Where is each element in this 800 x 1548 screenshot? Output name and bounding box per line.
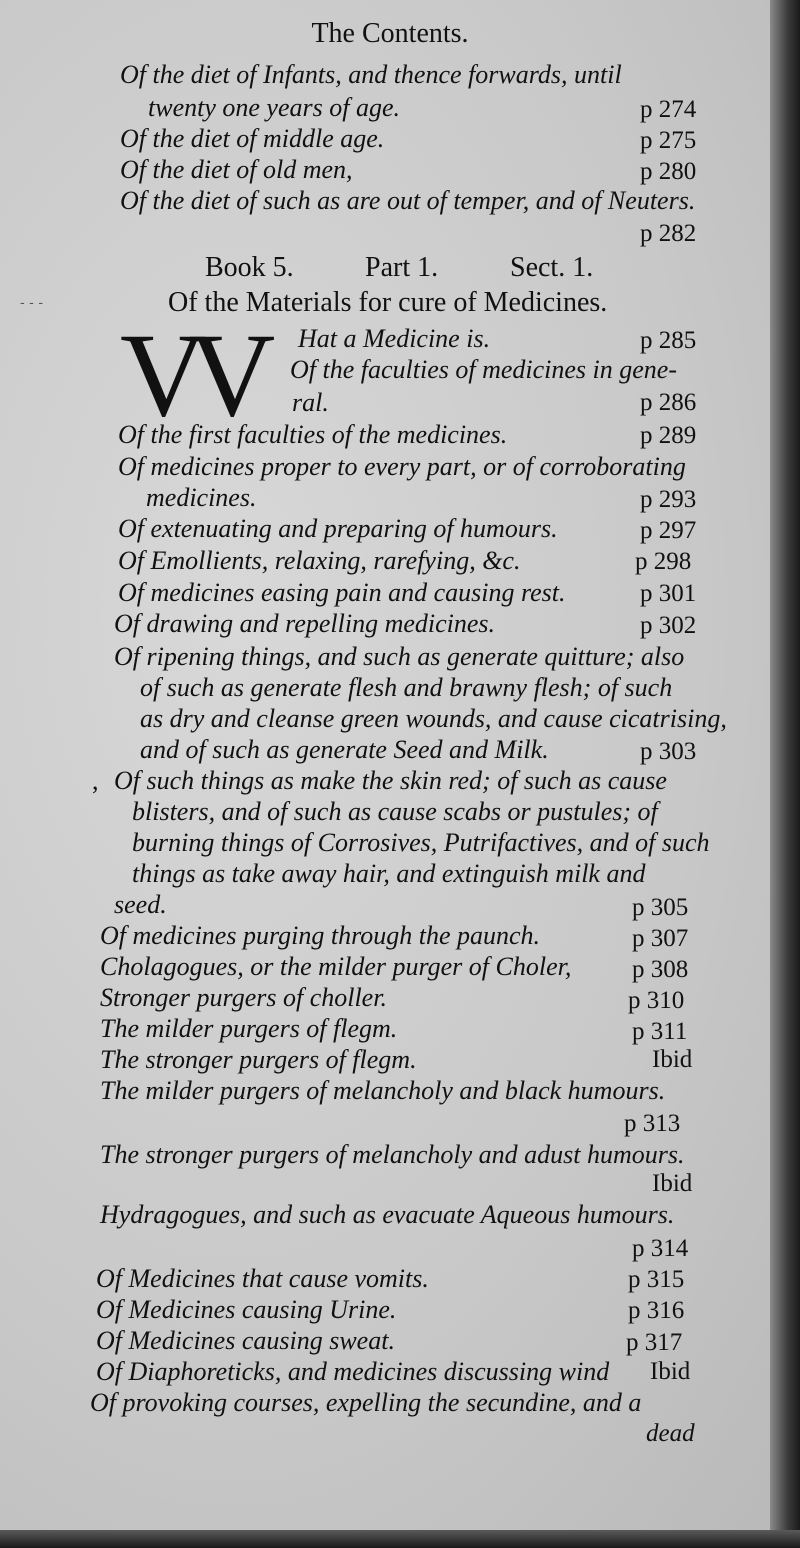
toc-line: Of the diet of Infants, and thence forwards, until	[120, 60, 622, 89]
toc-page-number: p 302	[640, 612, 697, 639]
toc-line: of such as generate flesh and brawny flesh; of such	[140, 673, 673, 702]
toc-page-number: p 303	[640, 738, 697, 765]
toc-line: The milder purgers of melancholy and black humours.	[100, 1076, 666, 1105]
toc-page-number: p 286	[640, 389, 697, 416]
book-label: Book 5.	[205, 252, 294, 283]
toc-page-number: Ibid	[652, 1046, 693, 1073]
toc-line: Hat a Medicine is.	[298, 324, 491, 353]
drop-cap: VV	[120, 308, 258, 441]
toc-line: blisters, and of such as cause scabs or pustules; of	[132, 797, 658, 826]
toc-line: Of Emollients, relaxing, rarefying, &c.	[118, 546, 521, 575]
toc-page-number: p 293	[640, 486, 697, 513]
toc-line: The milder purgers of flegm.	[100, 1014, 398, 1043]
toc-line: Of drawing and repelling medicines.	[114, 609, 496, 638]
toc-line: Of the first faculties of the medicines.	[118, 420, 508, 449]
toc-page-number: p 308	[632, 956, 689, 983]
part-label: Part 1.	[365, 252, 439, 283]
toc-page-number: p 282	[640, 220, 697, 247]
toc-line: Of the diet of old men,	[120, 155, 353, 184]
toc-line: burning things of Corrosives, Putrifactives, and of such	[132, 828, 710, 857]
toc-line: Hydragogues, and such as evacuate Aqueous humours.	[100, 1200, 675, 1229]
toc-page-number: p 285	[640, 327, 697, 354]
toc-line: things as take away hair, and extinguish milk and	[132, 859, 646, 888]
sect-label: Sect. 1.	[510, 252, 594, 283]
toc-line: Of Medicines causing Urine.	[96, 1295, 397, 1324]
toc-page-number: p 307	[632, 925, 689, 952]
toc-line: Of the faculties of medicines in gene-	[290, 355, 678, 384]
toc-line: Of Diaphoreticks, and medicines discussing wind	[96, 1357, 610, 1386]
toc-line: Of extenuating and preparing of humours.	[118, 514, 558, 543]
toc-line: Of medicines easing pain and causing rest.	[118, 578, 566, 607]
toc-page-number: p 280	[640, 158, 697, 185]
toc-page-number: p 275	[640, 127, 697, 154]
toc-line: seed.	[114, 890, 167, 919]
toc-line: Of the diet of such as are out of temper, and of Neuters.	[120, 186, 696, 215]
toc-page-number: p 313	[624, 1110, 681, 1137]
toc-line: Of medicines purging through the paunch.	[100, 921, 541, 950]
toc-page-number: p 314	[632, 1235, 689, 1262]
toc-line: The stronger purgers of melancholy and adust humours.	[100, 1140, 685, 1169]
toc-line: and of such as generate Seed and Milk.	[140, 735, 549, 764]
toc-line: medicines.	[146, 483, 257, 512]
book-gutter	[770, 0, 800, 1548]
toc-page-number: p 317	[626, 1329, 683, 1356]
toc-line: Stronger purgers of choller.	[100, 983, 387, 1012]
toc-page-number: p 315	[628, 1266, 685, 1293]
toc-line: ral.	[292, 388, 329, 417]
toc-page-number: p 310	[628, 987, 685, 1014]
toc-line: Of Medicines causing sweat.	[96, 1326, 395, 1355]
toc-line: Of such things as make the skin red; of such as cause	[114, 766, 667, 795]
toc-page-number: dead	[646, 1420, 695, 1447]
toc-page-number: p 297	[640, 517, 697, 544]
toc-line: as dry and cleanse green wounds, and cause cicatrising,	[140, 704, 727, 733]
page-header: The Contents.	[311, 18, 469, 49]
page-bottom-edge	[0, 1530, 800, 1548]
toc-page-number: p 305	[632, 894, 689, 921]
toc-page-number: p 311	[632, 1018, 688, 1045]
toc-line: Of provoking courses, expelling the secundine, and a	[90, 1388, 642, 1417]
toc-page-number: p 274	[640, 96, 697, 123]
margin-mark: - - -	[20, 295, 44, 311]
toc-line: Of Medicines that cause vomits.	[96, 1264, 429, 1293]
toc-page-number: p 289	[640, 422, 697, 449]
toc-page-number: Ibid	[652, 1170, 693, 1197]
toc-page-number: Ibid	[650, 1358, 691, 1385]
toc-line: Cholagogues, or the milder purger of Choler,	[100, 952, 572, 981]
toc-page-number: p 298	[635, 548, 692, 575]
toc-line: Of the diet of middle age.	[120, 124, 385, 153]
margin-tick: ,	[92, 766, 99, 795]
toc-line: Of medicines proper to every part, or of corroborating	[118, 452, 686, 481]
toc-page-number: p 301	[640, 580, 697, 607]
toc-line: The stronger purgers of flegm.	[100, 1045, 417, 1074]
toc-page-number: p 316	[628, 1297, 685, 1324]
section-title: Of the Materials for cure of Medicines.	[168, 287, 608, 318]
toc-line: twenty one years of age.	[148, 93, 400, 122]
toc-line: Of ripening things, and such as generate quitture; also	[114, 642, 685, 671]
